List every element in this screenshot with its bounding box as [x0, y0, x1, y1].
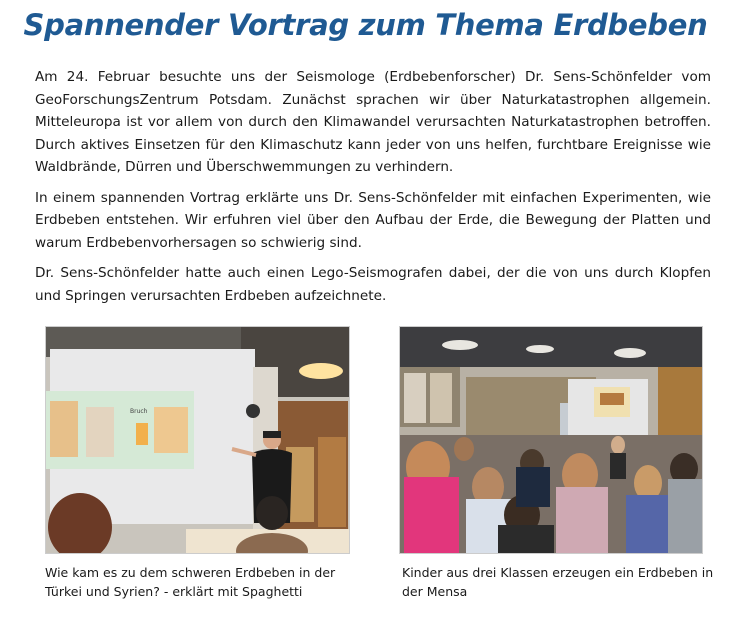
paragraph: In einem spannenden Vortrag erklärte uns Dr. Sens-Schönfelder mit einfachen Experimenten, wie Erdbeben entstehen. Wir erfuhren viel über den Aufbau der Erde, die Bewegung der Platten und warum Erdbebenvorhersagen so schwierig sind.	[35, 189, 711, 251]
photo-caption-left: Wie kam es zu dem schweren Erdbeben in der Türkei und Syrien? - erklärt mit Spaghetti	[45, 565, 336, 599]
article-body	[35, 66, 711, 315]
article-title: Spannender Vortrag zum Thema Erdbeben	[23, 8, 708, 42]
photo-lecture	[45, 326, 350, 554]
photo-canteen	[399, 326, 703, 554]
photo-caption-right: Kinder aus drei Klassen erzeugen ein Erdbeben in der Mensa	[402, 565, 714, 599]
paragraph: Am 24. Februar besuchte uns der Seismologe (Erdbebenforscher) Dr. Sens-Schönfelder vom GeoForschungsZentrum Potsdam. Zunächst sprachen wir über Naturkatastrophen allgemein. Mitteleuropa ist vor allem von durch den Klimawandel verursachten Naturkatastrophen betroffen. Durch aktives Einsetzen für den Klimaschutz kann jeder von uns helfen, furchtbare Ereignisse wie Waldbrände, Dürren und Überschwemmungen zu verhindern.	[35, 69, 711, 175]
paragraph: Dr. Sens-Schönfelder hatte auch einen Lego-Seismografen dabei, der die von uns durch Klopfen und Springen verursachten Erdbeben aufzeichnete.	[35, 265, 711, 304]
slide-label: Bruch	[130, 408, 148, 415]
